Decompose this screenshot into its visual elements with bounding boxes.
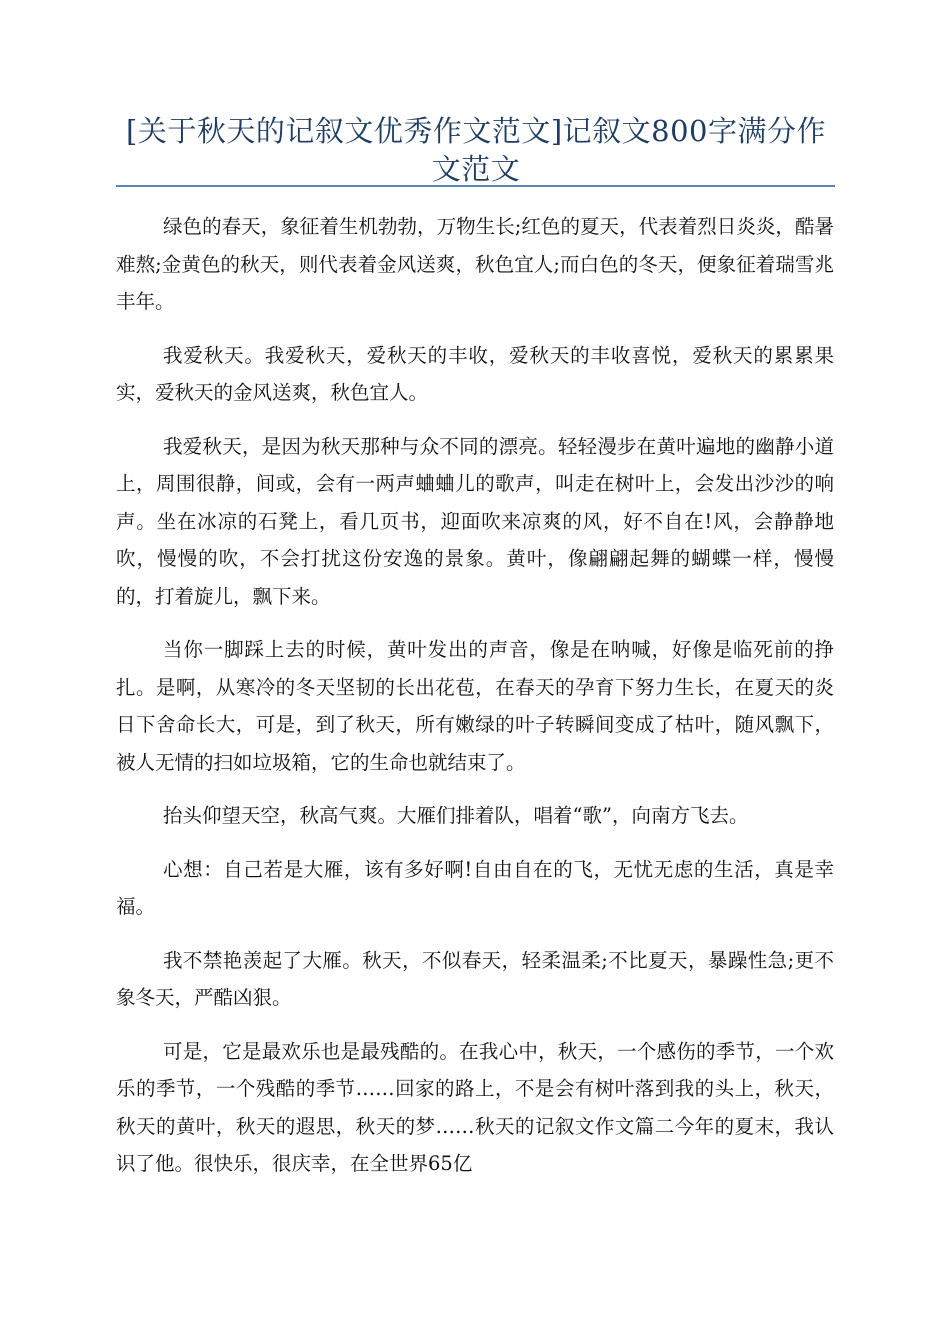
- paragraph-7: 我不禁艳羡起了大雁。秋天，不似春天，轻柔温柔;不比夏天，暴躁性急;更不象冬天，严酷凶狠。: [116, 948, 834, 1009]
- paragraph-3: 我爱秋天，是因为秋天那种与众不同的漂亮。轻轻漫步在黄叶遍地的幽静小道上，周围很静，间或，会有一两声蛐蛐儿的歌声，叫走在树叶上，会发出沙沙的响声。坐在冰凉的石凳上，看几页书，迎面吹来凉爽的风，好不自在!风，会静静地吹，慢慢的吹，不会打扰这份安逸的景象。黄叶，像翩翩起舞的蝴蝶一样，慢慢的，打着旋儿，飘下来。: [116, 434, 834, 608]
- paragraph-5: 抬头仰望天空，秋高气爽。大雁们排着队，唱着“歌”，向南方飞去。: [163, 804, 749, 827]
- paragraph-2: 我爱秋天。我爱秋天，爱秋天的丰收，爱秋天的丰收喜悦，爱秋天的累累果实，爱秋天的金风送爽，秋色宜人。: [116, 343, 834, 404]
- paragraph-4: 当你一脚踩上去的时候，黄叶发出的声音，像是在呐喊，好像是临死前的挣扎。是啊，从寒冷的冬天坚韧的长出花苞，在春天的孕育下努力生长，在夏天的炎日下舍命长大，可是，到了秋天，所有嫩绿的叶子转瞬间变成了枯叶，随风飘下，被人无情的扫如垃圾箱，它的生命也就结束了。: [116, 638, 834, 774]
- title-underline: [116, 185, 835, 187]
- document-body: [116, 208, 834, 1199]
- paragraph-8: 可是，它是最欢乐也是最残酷的。在我心中，秋天，一个感伤的季节，一个欢乐的季节，一个残酷的季节……回家的路上，不是会有树叶落到我的头上，秋天，秋天的黄叶，秋天的遐思，秋天的梦……秋天的记叙文作文篇二今年的夏末，我认识了他。很快乐，很庆幸，在全世界65亿: [116, 1039, 834, 1175]
- paragraph-6: 心想：自己若是大雁，该有多好啊!自由自在的飞，无忧无虑的生活，真是幸福。: [116, 857, 834, 918]
- paragraph-1: 绿色的春天，象征着生机勃勃，万物生长;红色的夏天，代表着烈日炎炎，酷暑难熬;金黄色的秋天，则代表着金风送爽，秋色宜人;而白色的冬天，便象征着瑞雪兆丰年。: [116, 215, 834, 313]
- document-title: [关于秋天的记叙文优秀作文范文]记叙文800字满分作文范文: [126, 114, 826, 186]
